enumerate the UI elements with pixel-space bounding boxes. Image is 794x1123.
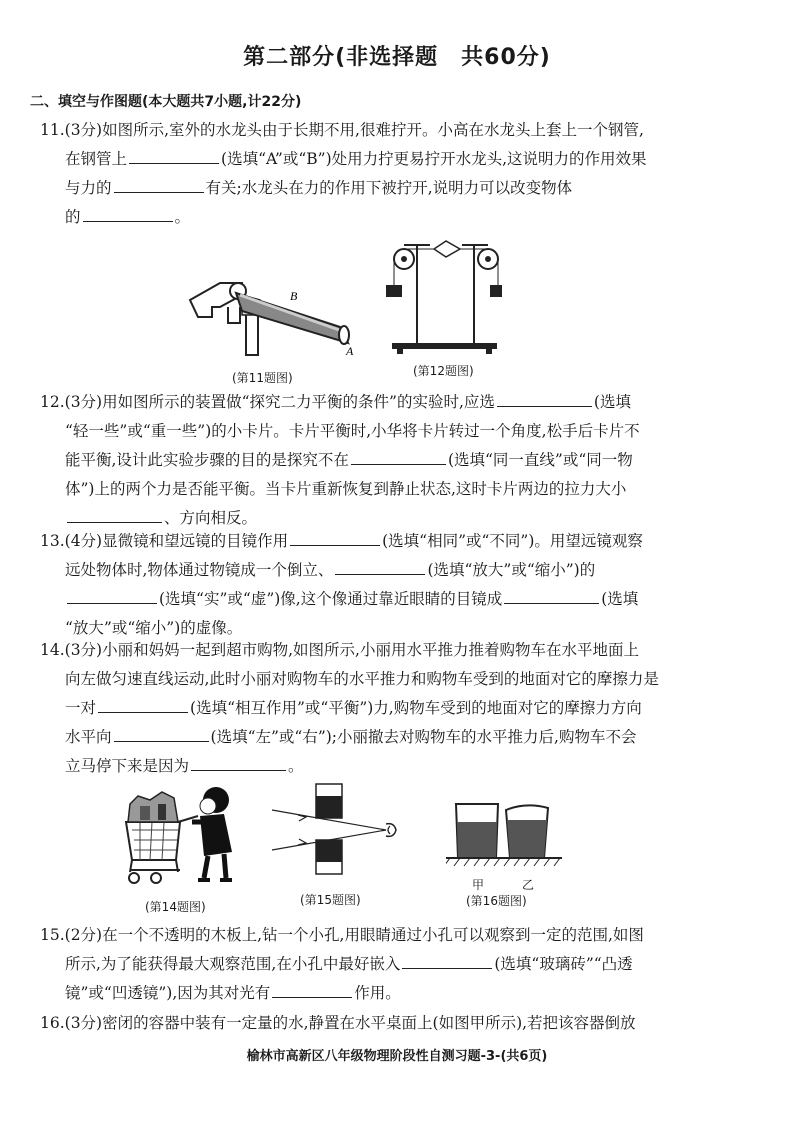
pinhole-board-figure — [268, 780, 408, 880]
q13-blank-3[interactable] — [67, 585, 157, 604]
q14-line1: 14.(3分)小丽和妈妈一起到超市购物,如图所示,小丽用水平推力推着购物车在水平地面上 — [40, 641, 639, 659]
question-16 — [40, 1009, 756, 1038]
q11-blank-2[interactable] — [114, 174, 204, 193]
q13-blank-1[interactable] — [290, 527, 380, 546]
shopping-cart-figure — [120, 782, 250, 890]
q13-line3: (选填“实”或“虚”)像,这个像通过靠近眼睛的目镜成 (选填 — [40, 585, 756, 614]
q12-line4: 体”)上的两个力是否能平衡。当卡片重新恢复到静止状态,这时卡片两边的拉力大小 — [65, 480, 627, 498]
q14-line2: 向左做匀速直线运动,此时小丽对购物车的水平推力和购物车受到的地面对它的摩擦力是 — [65, 670, 659, 688]
pulley-card-figure — [382, 233, 502, 357]
q11-blank-3[interactable] — [83, 203, 173, 222]
q12-line5: 、方向相反。 — [40, 504, 756, 533]
q16-line1: 16.(3分)密闭的容器中装有一定量的水,静置在水平桌面上(如图甲所示),若把该容器倒放 — [40, 1014, 636, 1032]
q13-blank-4[interactable] — [504, 585, 599, 604]
q13-line1: 13.(4分)显微镜和望远镜的目镜作用 (选填“相同”或“不同”)。用望远镜观察 — [40, 527, 756, 556]
q12-line2: “轻一些”或“重一些”)的小卡片。卡片平衡时,小华将卡片转过一个角度,松手后卡片不 — [65, 422, 640, 440]
caption-fig11: (第11题图) — [232, 371, 293, 385]
question-15 — [40, 921, 756, 1008]
q14-line4: 水平向 (选填“左”或“右”);小丽撤去对购物车的水平推力后,购物车不会 — [40, 723, 756, 752]
q11-blank-1[interactable] — [129, 145, 219, 164]
label-a: A — [346, 344, 354, 358]
question-11 — [40, 116, 756, 232]
q11-line4: 的 。 — [40, 203, 756, 232]
q12-blank-3[interactable] — [67, 504, 162, 523]
q11-line1: 11.(3分)如图所示,室外的水龙头由于长期不用,很难拧开。小高在水龙头上套上一个钢管, — [40, 121, 644, 139]
q15-line3: 镜”或“凹透镜”),因为其对光有 作用。 — [40, 979, 756, 1008]
page-title: 第二部分(非选择题 共60分) — [243, 45, 551, 70]
q13-line2: 远处物体时,物体通过物镜成一个倒立、 (选填“放大”或“缩小”)的 — [40, 556, 756, 585]
q11-line3: 与力的 有关;水龙头在力的作用下被拧开,说明力可以改变物体 — [40, 174, 756, 203]
q12-line3: 能平衡,设计此实验步骤的目的是探究不在 (选填“同一直线”或“同一物 — [40, 446, 756, 475]
q12-blank-1[interactable] — [497, 388, 592, 407]
q15-blank-2[interactable] — [272, 979, 352, 998]
page-footer: 榆林市高新区八年级物理阶段性自测习题-3-(共6页) — [246, 1049, 548, 1064]
q14-blank-3[interactable] — [191, 752, 286, 771]
caption-fig14: (第14题图) — [145, 900, 206, 914]
q15-line1: 15.(2分)在一个不透明的木板上,钻一个小孔,用眼睛通过小孔可以观察到一定的范围,如图 — [40, 926, 644, 944]
section-heading: 二、填空与作图题(本大题共7小题,计22分) — [30, 94, 302, 110]
caption-fig16: (第16题图) — [466, 894, 527, 908]
q14-line5: 立马停下来是因为 。 — [40, 752, 756, 781]
question-12 — [40, 388, 756, 533]
q13-line4: “放大”或“缩小”)的虚像。 — [65, 619, 243, 637]
q12-line1: 12.(3分)用如图所示的装置做“探究二力平衡的条件”的实验时,应选 (选填 — [40, 388, 756, 417]
containers-figure — [446, 794, 566, 874]
question-13 — [40, 527, 756, 643]
label-b: B — [290, 289, 298, 303]
q15-line2: 所示,为了能获得最大观察范围,在小孔中最好嵌入 (选填“玻璃砖”“凸透 — [40, 950, 756, 979]
caption-fig12: (第12题图) — [413, 364, 474, 378]
faucet-pipe-figure — [180, 255, 370, 370]
label-jia: 甲 — [472, 878, 485, 892]
question-14 — [40, 636, 756, 781]
q14-blank-2[interactable] — [114, 723, 209, 742]
q14-blank-1[interactable] — [98, 694, 188, 713]
q13-blank-2[interactable] — [335, 556, 425, 575]
caption-fig15: (第15题图) — [300, 893, 361, 907]
label-yi: 乙 — [522, 878, 535, 892]
q11-line2: 在钢管上 (选填“A”或“B”)处用力拧更易拧开水龙头,这说明力的作用效果 — [40, 145, 756, 174]
q15-blank-1[interactable] — [402, 950, 492, 969]
q14-line3: 一对 (选填“相互作用”或“平衡”)力,购物车受到的地面对它的摩擦力方向 — [40, 694, 756, 723]
q12-blank-2[interactable] — [351, 446, 446, 465]
